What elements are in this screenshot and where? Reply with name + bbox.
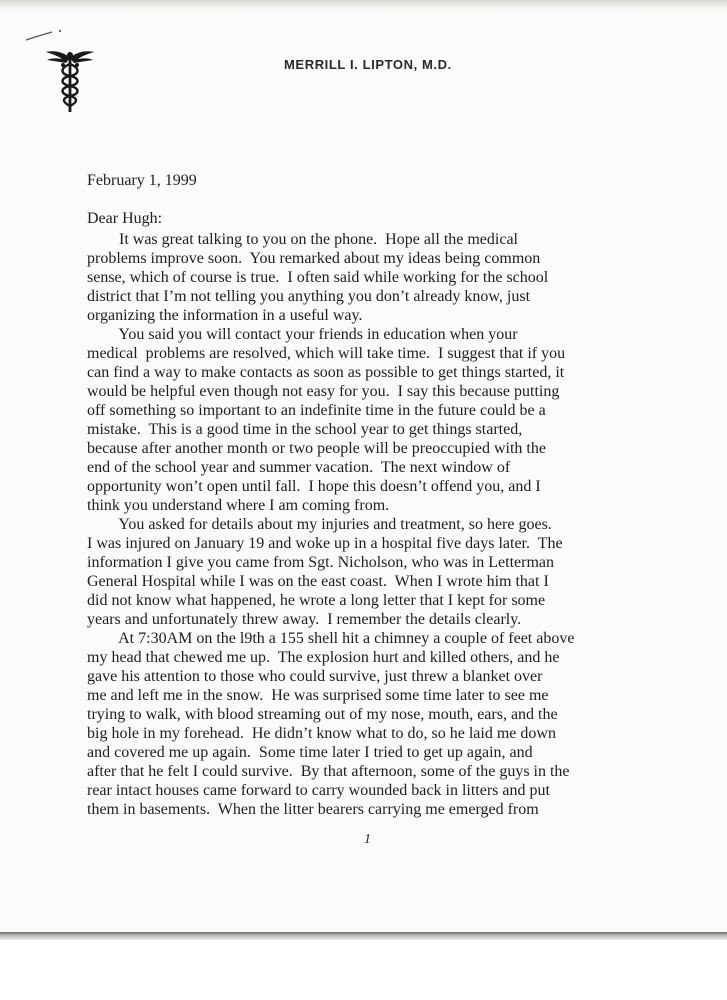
body-line: opportunity won’t open until fall. I hope this doesn’t offend you, and I <box>87 478 541 495</box>
body-line: district that I’m not telling you anything you don’t already know, just <box>87 288 531 305</box>
body-line: and covered me up again. Some time later I tried to get up again, and <box>87 744 533 761</box>
body-line: would be helpful even though not easy for you. I say this because putting <box>87 383 560 400</box>
body-line: them in basements. When the litter bearers carrying me emerged from <box>87 801 539 818</box>
body-line: At 7:30AM on the l9th a 155 shell hit a chimney a couple of feet above <box>87 630 575 647</box>
body-line: did not know what happened, he wrote a long letter that I kept for some <box>87 592 546 609</box>
body-line: trying to walk, with blood streaming out of my nose, mouth, ears, and the <box>87 706 558 723</box>
body-line: rear intact houses came forward to carry wounded back in litters and put <box>87 782 550 799</box>
body-line: gave his attention to those who could survive, just threw a blanket over <box>87 668 543 685</box>
page-number: 1 <box>364 832 371 847</box>
pen-mark-icon <box>24 28 64 44</box>
letter-date: February 1, 1999 <box>87 172 197 189</box>
letter-salutation: Dear Hugh: <box>87 210 163 227</box>
body-line: can find a way to make contacts as soon as possible to get things started, it <box>87 364 565 381</box>
body-line: organizing the information in a useful way. <box>87 307 363 324</box>
body-line: General Hospital while I was on the east coast. When I wrote him that I <box>87 573 549 590</box>
body-line: off something so important to an indefinite time in the future could be a <box>87 402 546 419</box>
body-line: You asked for details about my injuries and treatment, so here goes. <box>87 516 552 533</box>
body-line: information I give you came from Sgt. Nicholson, who was in Letterman <box>87 554 555 571</box>
body-line: problems improve soon. You remarked about my ideas being common <box>87 250 541 267</box>
body-line: years and unfortunately threw away. I remember the details clearly. <box>87 611 522 628</box>
body-line: You said you will contact your friends in education when your <box>87 326 518 343</box>
letterhead-name: MERRILL I. LIPTON, M.D. <box>284 57 452 72</box>
body-line: It was great talking to you on the phone. Hope all the medical <box>87 231 518 248</box>
body-line: mistake. This is a good time in the school year to get things started, <box>87 421 523 438</box>
body-line: medical problems are resolved, which will take time. I suggest that if you <box>87 345 566 362</box>
body-line: because after another month or two people will be preoccupied with the <box>87 440 546 457</box>
body-line: I was injured on January 19 and woke up in a hospital five days later. The <box>87 535 563 552</box>
scan-top-shadow <box>0 0 727 12</box>
body-line: end of the school year and summer vacation. The next window of <box>87 459 511 476</box>
caduceus-icon <box>44 46 96 114</box>
scan-bottom-edge <box>0 932 727 1000</box>
body-line: big hole in my forehead. He didn’t know what to do, so he laid me down <box>87 725 556 742</box>
body-line: sense, which of course is true. I often said while working for the school <box>87 269 549 286</box>
body-line: think you understand where I am coming from. <box>87 497 390 514</box>
body-line: my head that chewed me up. The explosion hurt and killed others, and he <box>87 649 560 666</box>
body-line: after that he felt I could survive. By that afternoon, some of the guys in the <box>87 763 570 780</box>
body-line: me and left me in the snow. He was surprised some time later to see me <box>87 687 549 704</box>
